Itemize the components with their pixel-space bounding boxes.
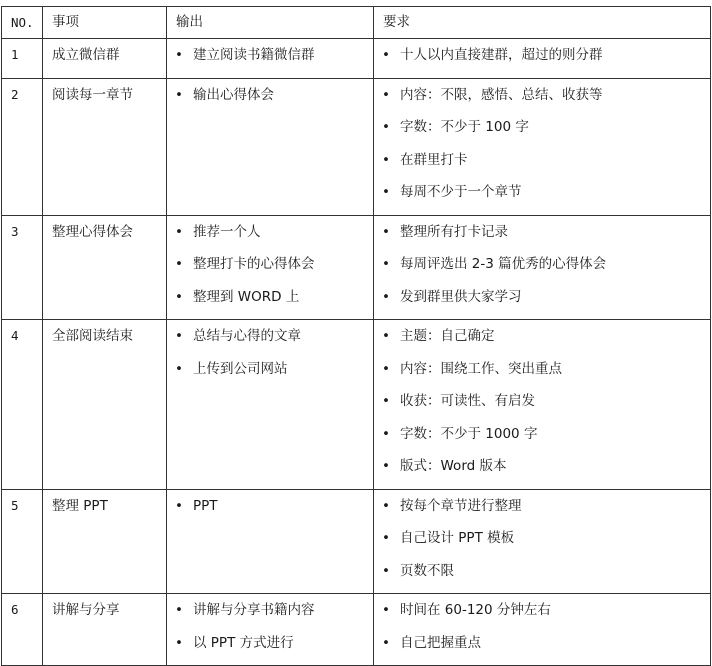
cell-no xyxy=(2,215,43,320)
bullet-icon: • xyxy=(175,47,183,63)
output-item xyxy=(167,85,373,118)
requirement-item xyxy=(374,600,710,633)
requirement-item xyxy=(374,117,710,150)
bullet-icon: • xyxy=(175,86,183,103)
row-item: 成立微信群 xyxy=(52,47,120,63)
cell-output xyxy=(167,39,374,79)
bullet-icon: • xyxy=(382,288,390,305)
bullet-icon: • xyxy=(382,562,390,579)
header-item: 事项 xyxy=(43,7,167,39)
bullet-text: 十人以内直接建群，超过的则分群 xyxy=(400,47,603,63)
bullet-text: 时间在 60-120 分钟左右 xyxy=(400,602,551,618)
bullet-text: 内容：不限，感悟、总结、收获等 xyxy=(400,86,603,103)
row-item: 整理心得体会 xyxy=(52,223,133,240)
row-item: 全部阅读结束 xyxy=(52,328,133,344)
bullet-icon: • xyxy=(382,86,390,103)
cell-item xyxy=(43,78,167,215)
cell-no xyxy=(2,489,43,594)
cell-no xyxy=(2,39,43,79)
bullet-icon: • xyxy=(175,634,183,651)
output-item xyxy=(167,633,373,666)
bullet-text: 上传到公司网站 xyxy=(193,360,288,377)
bullet-icon: • xyxy=(382,497,390,514)
cell-requirement xyxy=(374,489,711,594)
bullet-icon: • xyxy=(382,328,390,344)
bullet-text: 自己设计 PPT 模板 xyxy=(400,530,515,546)
cell-no xyxy=(2,78,43,215)
cell-output xyxy=(167,78,374,215)
bullet-text: 页数不限 xyxy=(400,562,454,579)
row-number: 5 xyxy=(11,497,19,513)
bullet-icon: • xyxy=(382,47,390,63)
output-item xyxy=(167,254,373,287)
bullet-text: 在群里打卡 xyxy=(400,151,468,168)
row-item: 讲解与分享 xyxy=(52,602,120,618)
bullet-icon: • xyxy=(382,458,390,474)
bullet-text: 整理到 WORD 上 xyxy=(193,288,300,305)
bullet-icon: • xyxy=(175,360,183,377)
bullet-icon: • xyxy=(382,256,390,272)
bullet-icon: • xyxy=(382,119,390,135)
requirement-item xyxy=(374,45,710,78)
bullet-text: 版式：Word 版本 xyxy=(400,458,507,474)
cell-requirement xyxy=(374,594,711,666)
cell-item xyxy=(43,489,167,594)
requirement-item xyxy=(374,150,710,183)
cell-output xyxy=(167,320,374,490)
requirement-item xyxy=(374,85,710,118)
table-body xyxy=(2,39,711,666)
table-row xyxy=(2,215,711,320)
bullet-icon: • xyxy=(382,184,390,200)
output-item xyxy=(167,600,373,633)
bullet-icon: • xyxy=(175,328,183,344)
requirement-item xyxy=(374,528,710,561)
row-number: 3 xyxy=(11,223,19,239)
row-item: 整理 PPT xyxy=(52,497,108,514)
cell-requirement xyxy=(374,215,711,320)
requirement-item xyxy=(374,496,710,529)
bullet-icon: • xyxy=(382,151,390,168)
bullet-icon: • xyxy=(382,530,390,546)
bullet-text: 发到群里供大家学习 xyxy=(400,288,522,305)
bullet-text: 以 PPT 方式进行 xyxy=(193,634,294,651)
requirement-item xyxy=(374,182,710,215)
row-number: 1 xyxy=(11,47,19,62)
bullet-icon: • xyxy=(175,497,183,514)
cell-output xyxy=(167,215,374,320)
bullet-icon: • xyxy=(382,393,390,409)
cell-requirement xyxy=(374,78,711,215)
bullet-text: 整理打卡的心得体会 xyxy=(193,256,315,272)
table-row xyxy=(2,320,711,490)
cell-requirement xyxy=(374,320,711,490)
output-item xyxy=(167,287,373,320)
row-number: 4 xyxy=(11,328,19,343)
task-table xyxy=(1,6,711,666)
table-row xyxy=(2,39,711,79)
bullet-text: 字数：不少于 100 字 xyxy=(400,119,529,135)
output-item xyxy=(167,222,373,255)
cell-output xyxy=(167,489,374,594)
bullet-text: 整理所有打卡记录 xyxy=(400,223,508,240)
requirement-item xyxy=(374,222,710,255)
bullet-text: 每周不少于一个章节 xyxy=(400,184,522,200)
bullet-text: 按每个章节进行整理 xyxy=(400,497,522,514)
bullet-text: 讲解与分享书籍内容 xyxy=(193,602,315,618)
requirement-item xyxy=(374,561,710,594)
cell-no xyxy=(2,594,43,666)
bullet-text: 字数：不少于 1000 字 xyxy=(400,425,538,442)
table-row xyxy=(2,489,711,594)
table-row xyxy=(2,78,711,215)
bullet-icon: • xyxy=(382,223,390,240)
bullet-text: 收获：可读性、有启发 xyxy=(400,393,535,409)
row-number: 2 xyxy=(11,86,19,102)
output-item xyxy=(167,359,373,392)
header-output: 输出 xyxy=(167,7,374,39)
cell-item xyxy=(43,39,167,79)
requirement-item xyxy=(374,391,710,424)
requirement-item xyxy=(374,254,710,287)
bullet-text: PPT xyxy=(193,497,218,514)
bullet-icon: • xyxy=(175,223,183,240)
cell-item xyxy=(43,320,167,490)
requirement-item xyxy=(374,424,710,457)
bullet-text: 总结与心得的文章 xyxy=(193,328,301,344)
header-row xyxy=(2,7,711,39)
cell-no xyxy=(2,320,43,490)
cell-requirement xyxy=(374,39,711,79)
bullet-text: 内容：围绕工作、突出重点 xyxy=(400,360,562,377)
bullet-icon: • xyxy=(175,256,183,272)
bullet-text: 推荐一个人 xyxy=(193,223,261,240)
requirement-item xyxy=(374,326,710,359)
bullet-icon: • xyxy=(382,360,390,377)
bullet-text: 建立阅读书籍微信群 xyxy=(193,47,315,63)
cell-item xyxy=(43,594,167,666)
bullet-text: 主题：自己确定 xyxy=(400,328,495,344)
row-item: 阅读每一章节 xyxy=(52,86,133,103)
output-item xyxy=(167,45,373,78)
bullet-text: 自己把握重点 xyxy=(400,634,481,651)
cell-output xyxy=(167,594,374,666)
table-row xyxy=(2,594,711,666)
bullet-icon: • xyxy=(382,602,390,618)
cell-item xyxy=(43,215,167,320)
bullet-icon: • xyxy=(382,425,390,442)
output-item xyxy=(167,326,373,359)
requirement-item xyxy=(374,456,710,489)
header-no: NO. xyxy=(2,7,43,39)
bullet-icon: • xyxy=(175,288,183,305)
bullet-text: 每周评选出 2-3 篇优秀的心得体会 xyxy=(400,256,607,272)
output-item xyxy=(167,496,373,529)
bullet-icon: • xyxy=(175,602,183,618)
requirement-item xyxy=(374,359,710,392)
bullet-icon: • xyxy=(382,634,390,651)
bullet-text: 输出心得体会 xyxy=(193,86,274,103)
row-number: 6 xyxy=(11,602,19,617)
requirement-item xyxy=(374,633,710,666)
header-requirement: 要求 xyxy=(374,7,711,39)
requirement-item xyxy=(374,287,710,320)
